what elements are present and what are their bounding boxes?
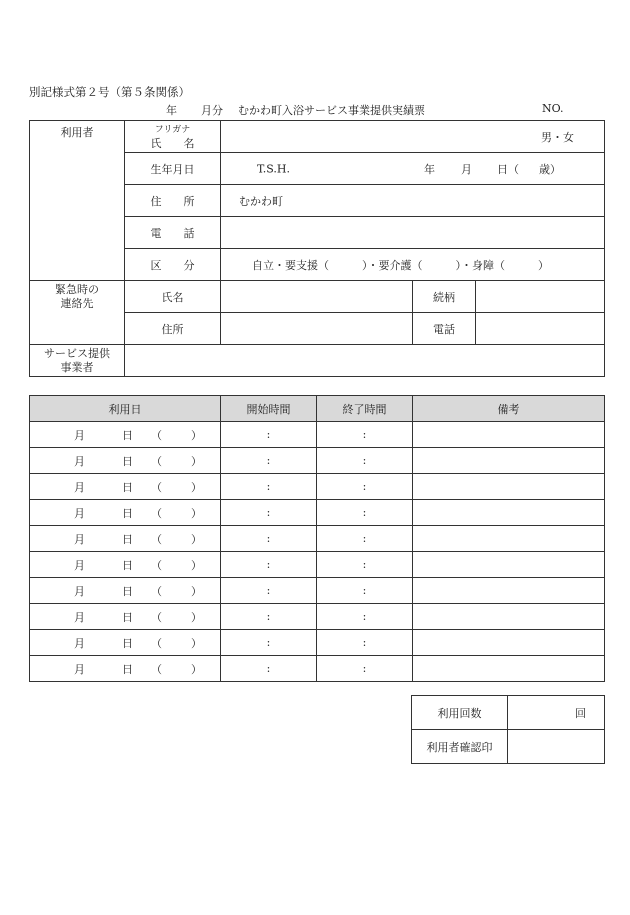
usage-date-cell[interactable] [30,552,221,578]
table-row [412,730,605,764]
usage-date-cell[interactable] [30,656,221,682]
time-colon: : [362,506,367,519]
day-marker: 日 [122,584,133,598]
weekday-close: ） [191,532,202,546]
weekday-open: （ [151,454,162,468]
number-label: NO. [542,102,564,115]
remarks-cell[interactable] [413,630,605,656]
time-colon: : [266,454,271,467]
end-time-cell[interactable] [317,526,413,552]
year-label: 年 [166,104,177,117]
relation-field[interactable] [476,281,605,313]
time-colon: : [266,428,271,441]
weekday-close: ） [191,584,202,598]
weekday-close: ） [191,428,202,442]
usage-date-cell[interactable] [30,604,221,630]
time-colon: : [266,662,271,675]
start-time-cell[interactable] [221,578,317,604]
name-label-cell [125,121,221,153]
start-time-cell[interactable] [221,604,317,630]
remarks-cell[interactable] [413,656,605,682]
weekday-close: ） [191,558,202,572]
birth-label: 生年月日 [125,153,221,185]
user-confirm-label: 利用者確認印 [412,730,508,764]
usage-date-cell[interactable] [30,474,221,500]
weekday-close: ） [191,506,202,520]
birth-era: T.S.H. [257,162,290,175]
weekday-open: （ [151,610,162,624]
usage-row [30,422,605,448]
start-time-cell[interactable] [221,656,317,682]
time-colon: : [362,454,367,467]
furigana-label: フリガナ [154,124,191,135]
header-start-time: 開始時間 [221,396,317,422]
emergency-address-label: 住所 [125,313,221,345]
birth-field[interactable] [221,153,605,185]
header-remarks: 備考 [413,396,605,422]
provider-field[interactable] [125,345,605,377]
month-marker: 月 [74,428,85,442]
day-marker: 日 [122,480,133,494]
weekday-open: （ [151,662,162,676]
usage-count-unit: 回 [575,706,586,720]
usage-date-cell[interactable] [30,422,221,448]
emergency-label-line-1: 緊急時の [55,283,99,296]
emergency-label-line-2: 連絡先 [60,297,94,310]
header-usage-date: 利用日 [30,396,221,422]
name-label: 氏 名 [150,136,195,150]
category-label: 区 分 [125,249,221,281]
usage-count-field[interactable] [508,696,605,730]
month-marker: 月 [74,662,85,676]
emergency-address-field[interactable] [221,313,413,345]
start-time-cell[interactable] [221,500,317,526]
provider-label-line-2: 事業者 [60,360,94,374]
weekday-open: （ [151,428,162,442]
user-confirm-seal-field[interactable] [508,730,605,764]
usage-row [30,500,605,526]
end-time-cell[interactable] [317,500,413,526]
weekday-open: （ [151,480,162,494]
emergency-name-label: 氏名 [125,281,221,313]
table-row [30,121,605,153]
end-time-cell[interactable] [317,630,413,656]
start-time-cell[interactable] [221,448,317,474]
end-time-cell[interactable] [317,448,413,474]
month-marker: 月 [74,454,85,468]
form-reference: 別記様式第２号（第５条関係） [29,85,190,99]
time-colon: : [266,636,271,649]
day-marker: 日 [122,506,133,520]
time-colon: : [362,662,367,675]
summary-table [411,695,605,764]
phone-label: 電 話 [125,217,221,249]
usage-row [30,474,605,500]
usage-date-cell[interactable] [30,526,221,552]
remarks-cell[interactable] [413,578,605,604]
header-end-time: 終了時間 [317,396,413,422]
day-marker: 日 [122,558,133,572]
table-row [30,345,605,377]
day-marker: 日 [122,662,133,676]
time-colon: : [362,480,367,493]
remarks-cell[interactable] [413,448,605,474]
emergency-phone-label: 電話 [413,313,476,345]
relation-label: 続柄 [413,281,476,313]
month-label: 月分 [201,104,223,117]
month-marker: 月 [74,480,85,494]
usage-row [30,630,605,656]
month-marker: 月 [74,558,85,572]
start-time-cell[interactable] [221,422,317,448]
weekday-open: （ [151,558,162,572]
usage-date-cell[interactable] [30,500,221,526]
category-field[interactable] [221,249,605,281]
birth-age: 歳） [539,162,561,176]
usage-row [30,656,605,682]
time-colon: : [362,636,367,649]
usage-row [30,604,605,630]
form-title: むかわ町入浴サービス事業提供実績票 [238,104,425,117]
end-time-cell[interactable] [317,604,413,630]
user-section-label: 利用者 [30,121,125,281]
time-colon: : [266,506,271,519]
month-marker: 月 [74,506,85,520]
usage-date-cell[interactable] [30,448,221,474]
day-marker: 日 [122,454,133,468]
emergency-phone-field[interactable] [476,313,605,345]
day-marker: 日 [122,428,133,442]
day-marker: 日 [122,532,133,546]
end-time-cell[interactable] [317,474,413,500]
user-info-table [29,120,605,377]
remarks-cell[interactable] [413,422,605,448]
time-colon: : [266,480,271,493]
table-row [30,281,605,313]
time-colon: : [362,610,367,623]
phone-field[interactable] [221,217,605,249]
month-marker: 月 [74,610,85,624]
name-field[interactable] [221,121,605,153]
provider-label-line-1: サービス提供 [44,346,110,360]
weekday-close: ） [191,610,202,624]
time-colon: : [266,558,271,571]
end-time-cell[interactable] [317,656,413,682]
time-colon: : [266,532,271,545]
time-colon: : [362,428,367,441]
weekday-open: （ [151,636,162,650]
birth-day: 日（ [497,162,519,176]
start-time-cell[interactable] [221,552,317,578]
provider-label [30,345,125,377]
usage-row [30,526,605,552]
gender-value: 男・女 [541,130,575,144]
weekday-close: ） [191,454,202,468]
usage-count-label: 利用回数 [412,696,508,730]
emergency-name-field[interactable] [221,281,413,313]
emergency-section-label [30,281,125,345]
weekday-open: （ [151,506,162,520]
day-marker: 日 [122,610,133,624]
weekday-close: ） [191,636,202,650]
time-colon: : [362,532,367,545]
category-value: 自立・要支援（ ）・要介護（ ）・身障（ ） [252,258,549,272]
time-colon: : [362,558,367,571]
usage-row [30,578,605,604]
table-header-row [30,396,605,422]
weekday-open: （ [151,584,162,598]
usage-date-cell[interactable] [30,630,221,656]
start-time-cell[interactable] [221,630,317,656]
address-field[interactable] [221,185,605,217]
remarks-cell[interactable] [413,500,605,526]
time-colon: : [362,584,367,597]
start-time-cell[interactable] [221,526,317,552]
end-time-cell[interactable] [317,552,413,578]
address-label: 住 所 [125,185,221,217]
end-time-cell[interactable] [317,422,413,448]
remarks-cell[interactable] [413,552,605,578]
address-value: むかわ町 [239,194,283,208]
time-colon: : [266,584,271,597]
usage-row [30,448,605,474]
birth-month: 月 [461,162,472,176]
birth-year: 年 [424,162,435,176]
usage-log-table [29,395,605,682]
start-time-cell[interactable] [221,474,317,500]
weekday-close: ） [191,480,202,494]
remarks-cell[interactable] [413,474,605,500]
month-marker: 月 [74,636,85,650]
month-marker: 月 [74,532,85,546]
month-marker: 月 [74,584,85,598]
end-time-cell[interactable] [317,578,413,604]
time-colon: : [266,610,271,623]
remarks-cell[interactable] [413,604,605,630]
weekday-close: ） [191,662,202,676]
usage-row [30,552,605,578]
weekday-open: （ [151,532,162,546]
table-row [412,696,605,730]
usage-date-cell[interactable] [30,578,221,604]
day-marker: 日 [122,636,133,650]
remarks-cell[interactable] [413,526,605,552]
